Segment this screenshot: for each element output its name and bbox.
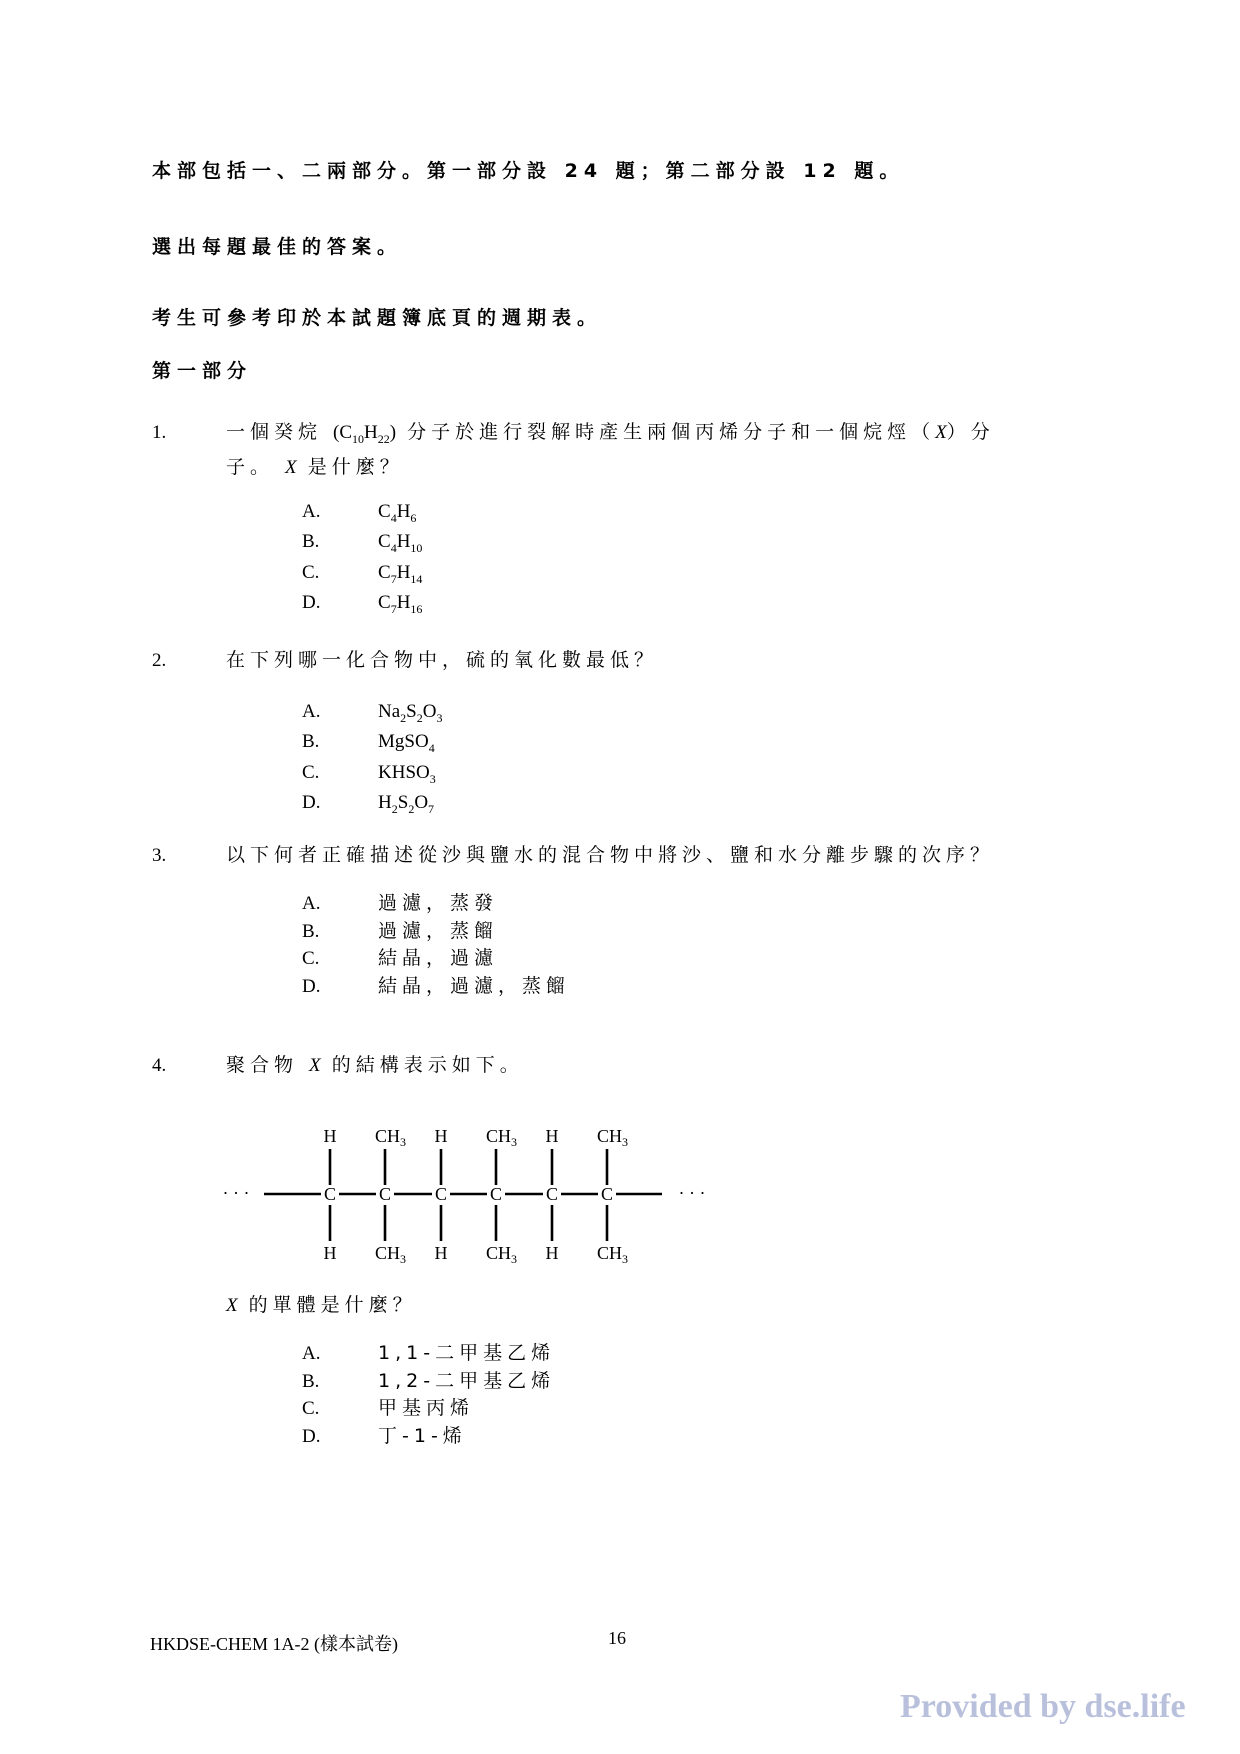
substituent-top: $CH_3$ xyxy=(486,1126,518,1149)
substituent-top: $CH_3$ xyxy=(375,1126,407,1149)
question-text: 在下列哪一化合物中，硫的氧化數最低？ xyxy=(226,649,659,671)
question-number: 1. xyxy=(152,422,167,443)
options-list xyxy=(302,1340,555,1450)
polymer-structure-diagram xyxy=(220,1115,740,1275)
instruction-best-answer: 選出每題最佳的答案。 xyxy=(152,236,403,258)
substituent-bottom: $CH_3$ xyxy=(375,1243,407,1266)
option-b[interactable]: B. 1,2-二甲基乙烯 xyxy=(302,1369,556,1392)
substituent-bottom: H xyxy=(545,1243,559,1263)
right-ellipsis: · · · xyxy=(678,1183,706,1203)
option-b[interactable]: B. $C_4H_{10}$ xyxy=(302,531,423,556)
carbon-atom: C xyxy=(378,1184,392,1204)
options-list xyxy=(302,890,570,1000)
substituent-bottom: H xyxy=(434,1243,448,1263)
left-ellipsis: · · · xyxy=(222,1183,250,1203)
carbon-atom: C xyxy=(434,1184,448,1204)
option-d[interactable]: D. 結晶，過濾，蒸餾 xyxy=(302,974,571,997)
section-title: 第一部分 xyxy=(152,360,253,382)
substituent-bottom: H xyxy=(323,1243,337,1263)
option-a[interactable]: A. 過濾，蒸發 xyxy=(302,892,499,914)
question-number: 3. xyxy=(152,845,167,866)
question-subtext: X 的單體是什麼？ xyxy=(226,1294,417,1316)
option-c[interactable]: C. 甲基丙烯 xyxy=(302,1397,475,1419)
substituent-bottom: $CH_3$ xyxy=(597,1243,629,1266)
option-d[interactable]: D. $C_7H_{16}$ xyxy=(302,591,423,616)
substituent-bottom: $CH_3$ xyxy=(486,1243,518,1266)
option-c[interactable]: C. 結晶，過濾 xyxy=(302,947,499,969)
options-list xyxy=(302,500,422,621)
substituent-top: H xyxy=(545,1126,559,1146)
instruction-periodic-table: 考生可參考印於本試題簿底頁的週期表。 xyxy=(152,307,603,329)
substituent-top: H xyxy=(323,1126,337,1146)
option-c[interactable]: C. $C_7H_{14}$ xyxy=(302,561,423,586)
question-text: 聚合物 X 的結構表示如下。 xyxy=(226,1054,524,1076)
options-list xyxy=(302,700,442,821)
option-a[interactable]: A. $Na_2S_2O_3$ xyxy=(302,701,443,725)
carbon-atom: C xyxy=(323,1184,337,1204)
substituent-top: $CH_3$ xyxy=(597,1126,629,1149)
option-a[interactable]: A. $C_4H_6$ xyxy=(302,501,417,525)
carbon-atom: C xyxy=(545,1184,559,1204)
page-number: 16 xyxy=(608,1628,626,1648)
option-b[interactable]: B. MgSO$_4$ xyxy=(302,731,435,756)
option-b[interactable]: B. 過濾，蒸餾 xyxy=(302,919,499,942)
question-text: 以下何者正確描述從沙與鹽水的混合物中將沙、鹽和水分離步驟的次序？ xyxy=(226,844,995,866)
carbon-atom: C xyxy=(489,1184,503,1204)
option-d[interactable]: D. $H_2S_2O_7$ xyxy=(302,791,435,816)
option-c[interactable]: C. $KHSO_3$ xyxy=(302,761,436,786)
question-text: 一個癸烷 $(C_{10}H_{22})$ 分子於進行裂解時產生兩個丙烯分子和一個烷烴（X）分 子。 X 是什麼？ xyxy=(226,421,995,478)
question-number: 4. xyxy=(152,1055,167,1076)
carbon-atom: C xyxy=(600,1184,614,1204)
exam-paper-code: HKDSE-CHEM 1A-2 (樣本試卷) xyxy=(150,1634,398,1654)
instruction-sections: 本部包括一、二兩部分。第一部分設 24 題；第二部分設 12 題。 xyxy=(152,160,905,182)
question-number: 2. xyxy=(152,650,167,671)
substituent-top: H xyxy=(434,1126,448,1146)
option-a[interactable]: A. 1,1-二甲基乙烯 xyxy=(302,1342,556,1364)
watermark-link[interactable]: Provided by dse.life xyxy=(900,1688,1186,1725)
option-d[interactable]: D. 丁-1-烯 xyxy=(302,1424,467,1447)
